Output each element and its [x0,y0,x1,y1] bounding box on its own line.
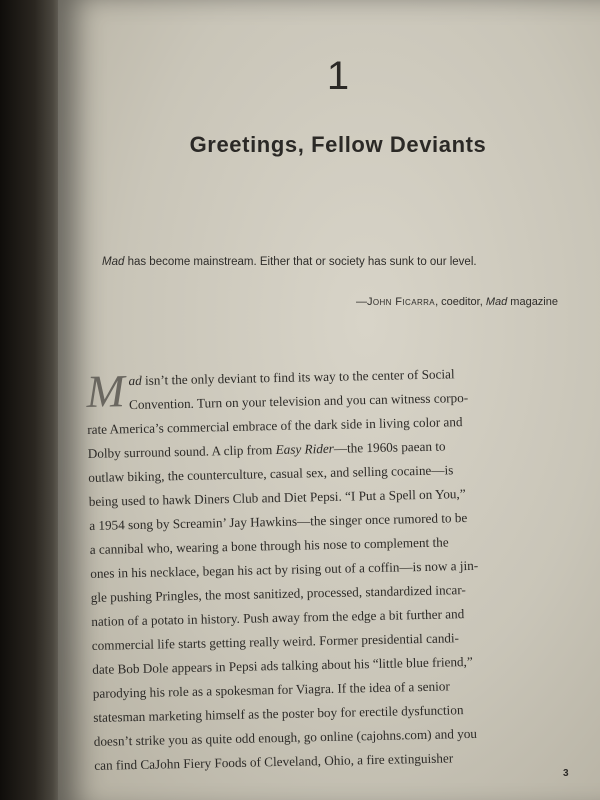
body-line: gle pushing Pringles, the most sanitized, processed, standardized incar- [90,582,466,605]
body-line: ones in his necklace, began his act by rising out of a coffin—is now a jin- [90,557,479,581]
body-line: doesn’t strike you as quite odd enough, go online (cajohns.com) and you [93,725,478,749]
body-line: being used to hawk Diners Club and Diet Pepsi. “I Put a Spell on You,” [88,486,466,509]
book-spine-shadow [0,0,62,800]
body-line: commercial life starts getting really weird. Former presidential candi- [91,630,460,653]
body-line: a 1954 song by Screamin’ Jay Hawkins—the singer once rumored to be [89,510,468,533]
book-page [58,0,600,800]
body-line: outlaw biking, the counterculture, casual sex, and selling cocaine—is [88,462,454,485]
page-number: 3 [563,768,569,779]
body-line: Convention. Turn on your television and you can witness corpo- [128,390,469,413]
body-line-text: —the 1960s paean to [333,438,446,456]
body-line-text: Dolby surround sound. A clip from [87,442,276,461]
body-paragraph [86,360,572,778]
chapter-number: 1 [326,54,350,98]
attribution-publication-suffix: magazine [507,296,558,308]
attribution-dash: — [355,296,367,308]
body-line: a cannibal who, wearing a bone through his nose to complement the [89,534,449,557]
body-line: nation of a potato in history. Push away from the edge a bit further and [91,606,465,629]
body-line: rate America’s commercial embrace of the dark side in living color and [87,414,463,437]
attribution-publication: Mad [485,296,508,308]
drop-cap: M [85,365,126,417]
film-title: Easy Rider [275,440,335,458]
epigraph-italic-word: Mad [102,256,125,268]
body-first-word-rest: ad [128,372,142,389]
body-line: date Bob Dole appears in Pepsi ads talking about his “little blue friend,” [92,653,473,677]
body-line: parodying his role as a spokesman for Viagra. If the idea of a senior [92,678,450,701]
epigraph-quote [102,252,522,273]
attribution-author: John Ficarra [366,296,436,308]
body-line: statesman marketing himself as the poster boy for erectile dysfunction [93,702,464,725]
chapter-title: Greetings, Fellow Deviants [189,132,487,157]
body-line-text: isn’t the only deviant to find its way to the center of Social [141,366,455,388]
epigraph-text: has become mainstream. Either that or society has sunk to our level. [124,256,477,268]
epigraph-attribution [258,296,558,308]
attribution-role: , coeditor, [435,296,486,308]
body-line: can find CaJohn Fiery Foods of Cleveland, Ohio, a fire extinguisher [94,750,454,773]
